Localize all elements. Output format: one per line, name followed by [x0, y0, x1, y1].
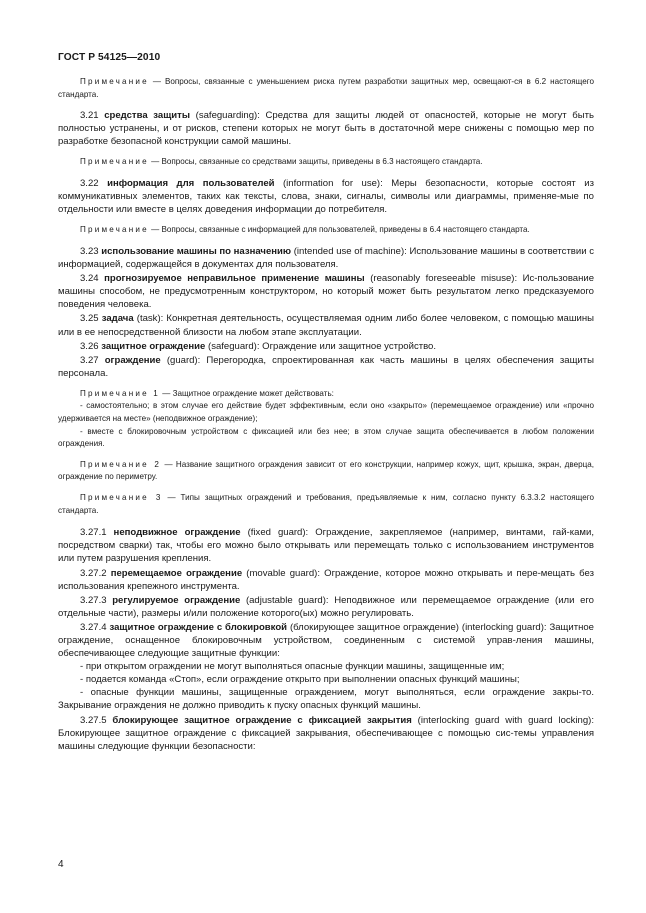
- definition-3-27-1: [58, 526, 594, 565]
- note-paragraph: [58, 459, 594, 484]
- definition-3-27-5: [58, 714, 594, 753]
- list-item: - подается команда «Стоп», если ограждение открыто при выполнении опасных функций машины;: [80, 674, 520, 686]
- clause-number: 3.23: [80, 245, 102, 257]
- note-paragraph: [58, 492, 594, 517]
- term: регулируемое ограждение: [112, 594, 241, 606]
- definition-3-21: [58, 109, 594, 148]
- note-list-item: - самостоятельно; в этом случае его действие будет эффективным, если оно «закрыто» (перемещаемое ограждение) или «прочно удерживается на месте» (неподвижное ограждение);: [58, 401, 594, 424]
- note-label: Примечание 1: [80, 388, 160, 398]
- definition-text: (intended use of machine): Использование машины в соответствии с информацией, содержащейся в документах для пользователя.: [58, 245, 594, 271]
- definition-3-24: [58, 272, 594, 311]
- document-header: ГОСТ Р 54125—2010: [58, 52, 161, 63]
- note-paragraph: [58, 156, 594, 169]
- definition-text: (adjustable guard): Неподвижное или перемещаемое ограждение (или его отдельные части), размеры и/или положение которого(ых) можно регулировать.: [58, 594, 594, 619]
- clause-number: 3.27.2: [80, 567, 111, 579]
- clause-number: 3.27: [80, 354, 105, 366]
- definition-3-27-4: [58, 621, 594, 660]
- note-text: — Защитное ограждение может действовать:: [160, 388, 334, 398]
- note-list-item: - вместе с блокировочным устройством с фиксацией или без нее; в этом случае защита обеспечивается в любом положении ограждения.: [58, 426, 594, 449]
- note-label: Примечание: [80, 225, 149, 235]
- note-text: — Типы защитных ограждений и требования, предъявляемые к ним, согласно пункту 6.3.3.2 настоящего стандарта.: [58, 493, 595, 515]
- term: ограждение: [104, 354, 161, 366]
- note-paragraph: [58, 224, 594, 237]
- definition-3-22: [58, 177, 594, 216]
- note-label: Примечание: [80, 157, 149, 167]
- definition-3-26: [58, 340, 594, 353]
- clause-number: 3.27.3: [80, 594, 113, 606]
- note-label: Примечание: [80, 77, 149, 86]
- definition-text: (блокирующее защитное ограждение) (interlocking guard): Защитное ограждение, оснащенное блокировочным устройством, соединенным с системой управ-ления машины, обеспечивающее следующие защитные функции:: [58, 621, 594, 660]
- note-text: — Название защитного ограждения зависит от его конструкции, например кожух, щит, крышка, экран, дверца, ограждение по периметру.: [58, 459, 594, 482]
- note-label: Примечание 3: [80, 493, 163, 503]
- definition-text: (fixed guard): Ограждение, закрепляемое (например, винтами, гай-ками, посредством сварки) так, чтобы его можно было открывать или перемещать только с использованием инструментов или путем разрушения крепления.: [58, 527, 594, 565]
- clause-number: 3.27.5: [80, 714, 113, 726]
- definition-text: (guard): Перегородка, спроектированная как часть машины в целях обеспечения защиты персонала.: [58, 354, 594, 379]
- definition-text: (movable guard): Ограждение, которое можно открывать и пере-мещать без использования крепежного инструмента.: [58, 567, 594, 592]
- note-text: — Вопросы, связанные со средствами защиты, приведены в 6.3 настоящего стандарта.: [148, 157, 483, 167]
- clause-number: 3.26: [80, 340, 102, 352]
- definition-text: (task): Конкретная деятельность, осуществляемая одним либо более человеком, с помощью машины или в ее непосредственной близости на любом этапе эксплуатации.: [58, 313, 594, 338]
- list-item: - при открытом ограждении не могут выполняться опасные функции машины, защищенные им;: [80, 661, 505, 673]
- definition-text: (safeguard): Ограждение или защитное устройство.: [205, 340, 437, 352]
- definition-3-27-2: [58, 567, 594, 593]
- page-number: 4: [58, 859, 64, 870]
- term: блокирующее защитное ограждение с фиксацией закрытия: [112, 714, 412, 726]
- note-paragraph: [58, 76, 594, 101]
- definition-text: (reasonably foreseeable misuse): Ис-пользование машины способом, не предусмотренным конструктором, но который может быть результатом легко предсказуемого поведения человека.: [58, 273, 595, 311]
- term: прогнозируемое неправильное применение машины: [104, 273, 365, 285]
- definition-3-27: [58, 354, 594, 380]
- term: информация для пользователей: [107, 178, 275, 190]
- term: задача: [101, 313, 134, 325]
- clause-number: 3.25: [80, 313, 102, 325]
- note-text: — Вопросы, связанные с уменьшением риска путем разработки защитных мер, освещают-ся в 6.2 настоящего стандарта.: [58, 77, 594, 99]
- definition-text: (safeguarding): Средства для защиты людей от опасностей, которые не могут быть полностью устранены, и от рисков, степени которых не могут быть в достаточной мере снижены с помощью мер по разработке безопасной конструкции самой машины.: [58, 110, 594, 148]
- note-paragraph: [58, 388, 594, 401]
- definition-3-25: [58, 312, 594, 338]
- document-body: [58, 76, 594, 753]
- term: защитное ограждение: [101, 340, 206, 352]
- term: неподвижное ограждение: [113, 527, 241, 539]
- note-text: — Вопросы, связанные с информацией для пользователей, приведены в 6.4 настоящего стандарта.: [148, 225, 530, 235]
- list-item: - опасные функции машины, защищенные ограждением, могут выполняться, если ограждение закры-то. Закрывание ограждения не должно приводить к пуску опасных функций машины.: [58, 687, 594, 712]
- term: использование машины по назначению: [101, 245, 292, 257]
- definition-text: (information for use): Меры безопасности, которые состоят из коммуникативных элементов, таких как тексты, слова, знаки, сигналы, символы или диаграммы, применяе-мые по отдельности или вместе в целях доведения информации до потребителя.: [58, 178, 594, 216]
- note-label: Примечание 2: [80, 459, 162, 469]
- term: защитное ограждение с блокировкой: [109, 621, 288, 633]
- term: средства защиты: [104, 110, 190, 122]
- clause-number: 3.21: [80, 110, 105, 122]
- definition-text: (interlocking guard with guard locking): Блокирующее защитное ограждение с фиксацией закрывания, обеспечивающее с помощью сис-темы управления машины следующие функции безопасности:: [58, 714, 594, 752]
- clause-number: 3.24: [80, 273, 105, 285]
- clause-number: 3.27.4: [80, 621, 110, 633]
- clause-number: 3.27.1: [80, 527, 114, 539]
- definition-3-27-3: [58, 594, 594, 620]
- clause-number: 3.22: [80, 178, 108, 190]
- term: перемещаемое ограждение: [110, 567, 243, 579]
- definition-3-23: [58, 245, 594, 271]
